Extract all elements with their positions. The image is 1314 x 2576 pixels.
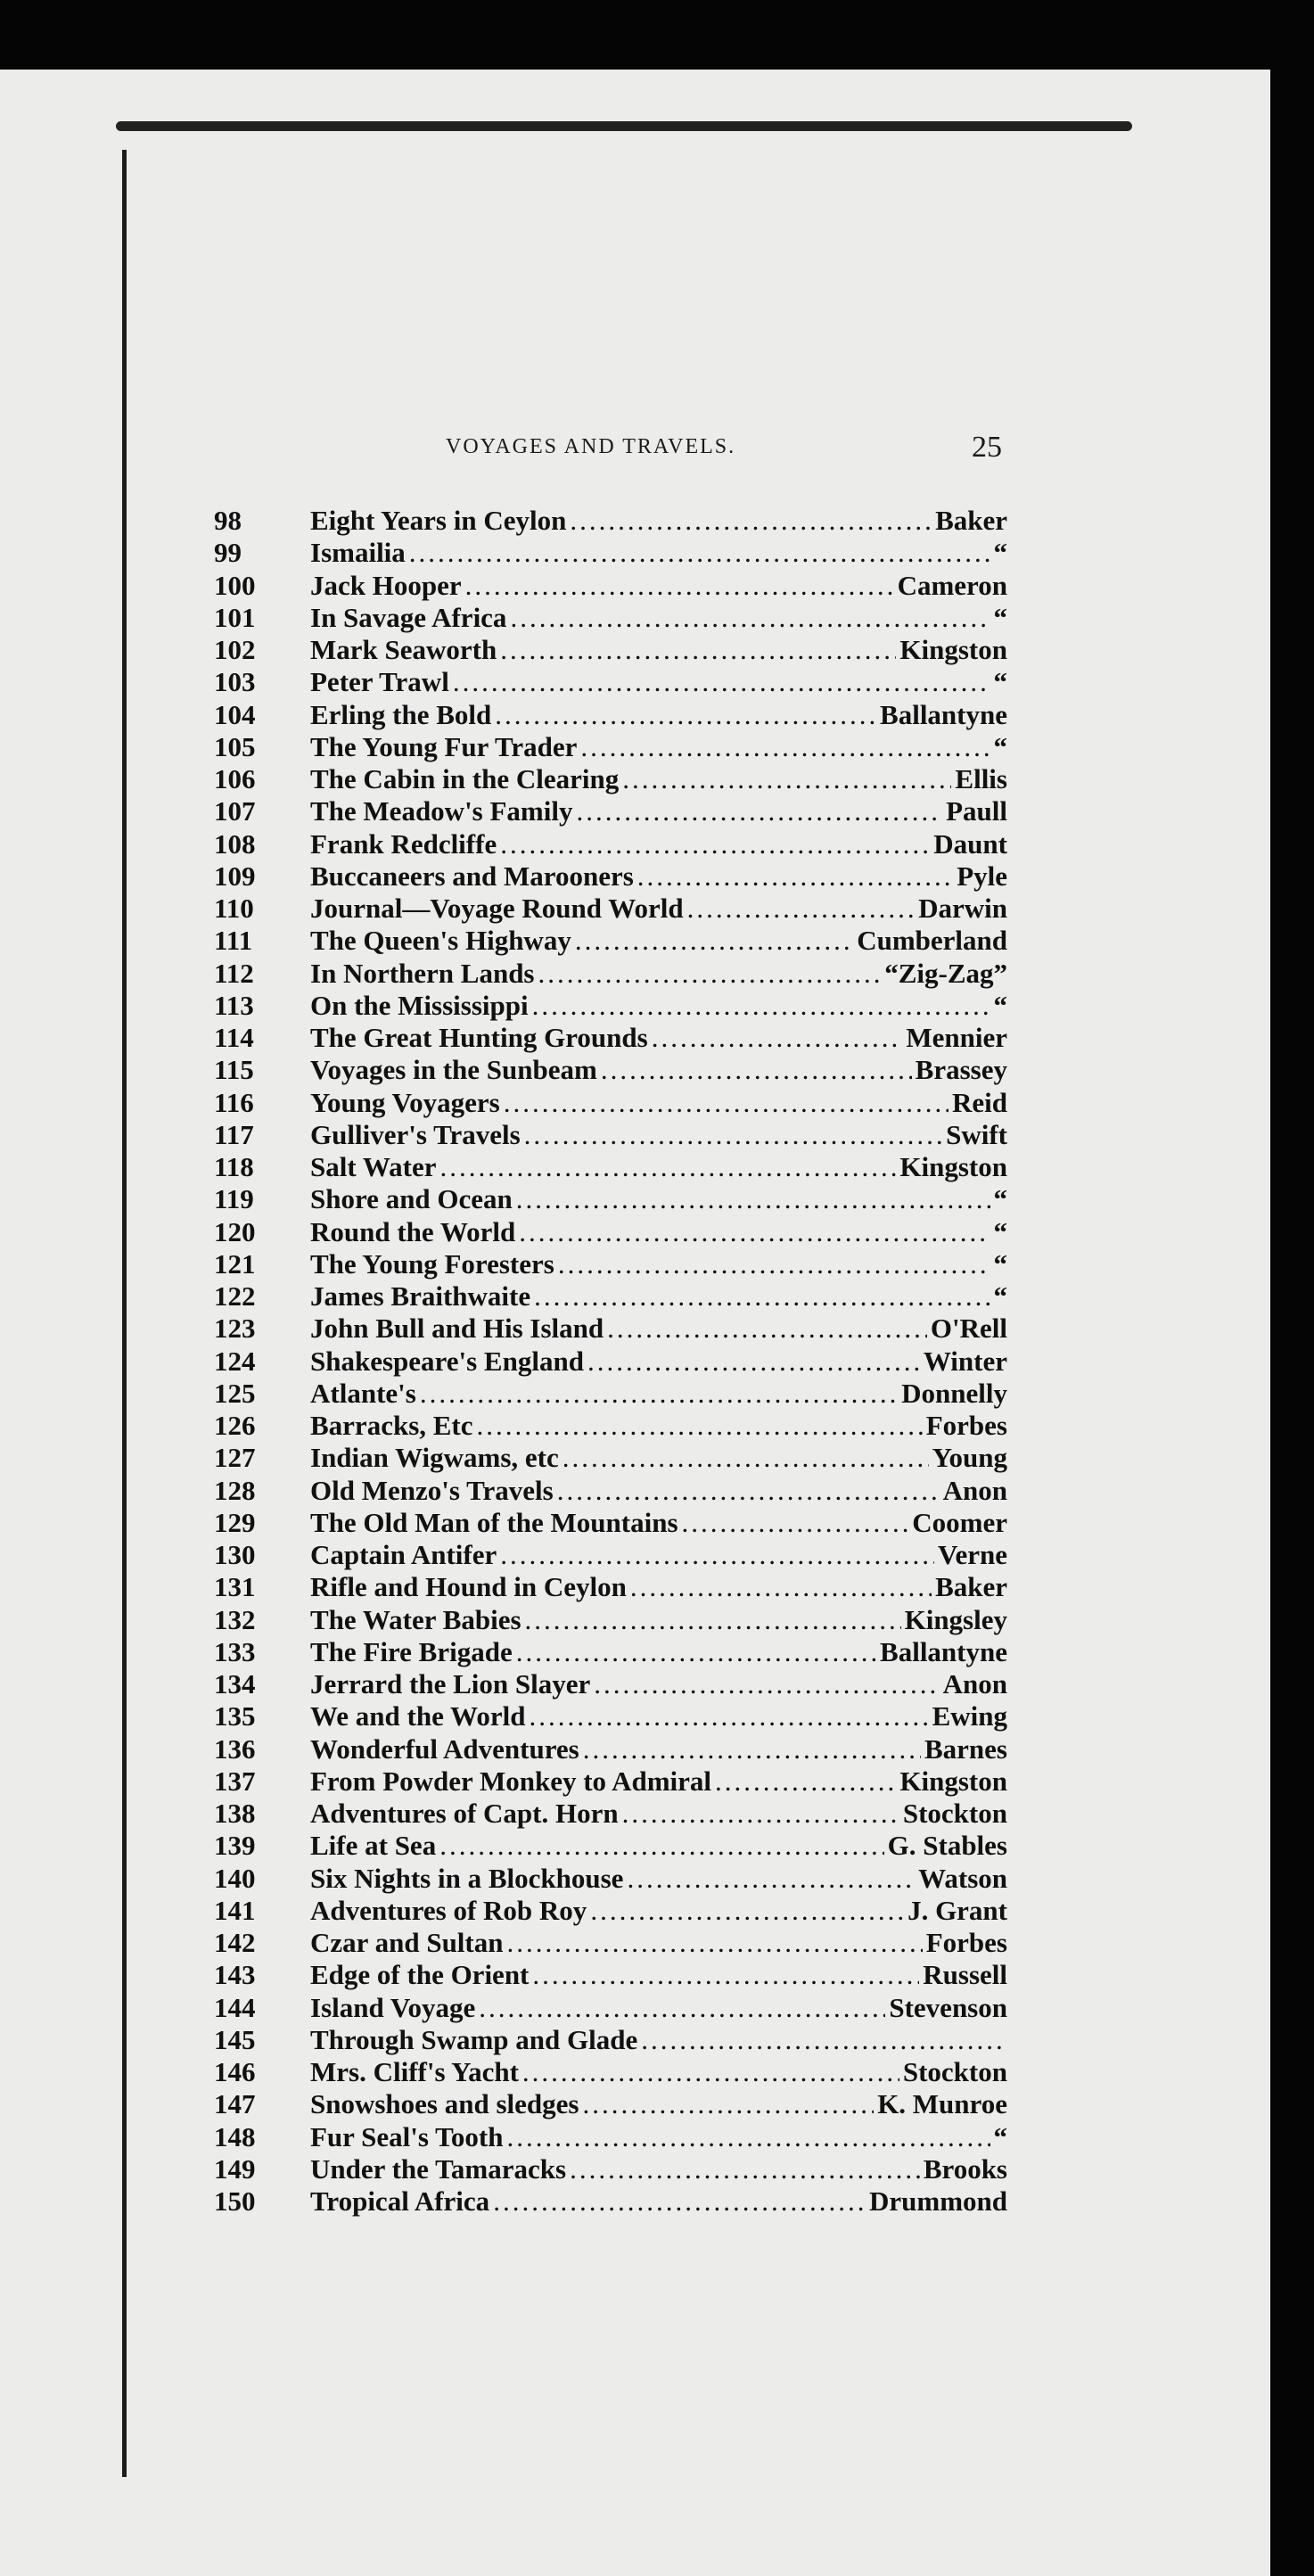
leader-dots (594, 1668, 939, 1700)
leader-dots (519, 1216, 990, 1248)
leader-dots (587, 1346, 920, 1378)
entry-number: 120 (214, 1215, 256, 1247)
entry-number: 99 (214, 537, 242, 569)
entry-number: 149 (214, 2152, 256, 2185)
entry-author: Mennier (906, 1022, 1007, 1053)
entry-number: 125 (214, 1377, 256, 1409)
entry-author: Anon (942, 1474, 1007, 1506)
catalog-entry (214, 1475, 1007, 1507)
entry-title: Indian Wigwams, etc (310, 1442, 559, 1474)
book-page (0, 70, 1270, 2576)
entry-title: Frank Redcliffe (310, 827, 497, 860)
leader-dots (510, 602, 990, 634)
entry-title: Fur Seal's Tooth (310, 2120, 504, 2152)
leader-dots (557, 1475, 940, 1507)
entry-number: 145 (214, 2023, 256, 2055)
catalog-entry (214, 990, 1007, 1022)
catalog-entry (214, 1313, 1007, 1345)
entry-number: 107 (214, 795, 256, 827)
entry-title: The Meadow's Family (310, 795, 573, 827)
catalog-entry (214, 1992, 1007, 2024)
catalog-entry (214, 1863, 1007, 1895)
catalog-entry (214, 1636, 1007, 1668)
entry-author: “ (993, 537, 1007, 569)
catalog-entry (214, 2185, 1007, 2218)
entry-number: 112 (214, 957, 254, 989)
leader-dots (440, 1151, 897, 1183)
leader-dots (601, 1054, 912, 1086)
leader-dots (534, 1280, 990, 1313)
leader-dots (453, 666, 990, 698)
entry-title: Young Voyagers (310, 1086, 500, 1118)
leader-dots (420, 1378, 898, 1410)
entry-title: Snowshoes and sledges (310, 2088, 579, 2120)
entry-number: 105 (214, 730, 256, 762)
entry-author: “Zig-Zag” (884, 957, 1007, 989)
catalog-entry (214, 1022, 1007, 1054)
entry-author: Kingston (899, 1765, 1007, 1797)
entry-title: The Water Babies (310, 1603, 521, 1635)
entry-number: 117 (214, 1118, 254, 1150)
entry-number: 131 (214, 1571, 256, 1603)
leader-dots (532, 990, 990, 1022)
entry-author: Pyle (957, 860, 1007, 892)
leader-dots (522, 2056, 899, 2088)
entry-number: 141 (214, 1894, 256, 1926)
catalog-entry (214, 1442, 1007, 1474)
catalog-entry (214, 1410, 1007, 1442)
leader-dots (500, 828, 930, 860)
entry-number: 119 (214, 1183, 254, 1215)
entry-title: Rifle and Hound in Ceylon (310, 1571, 627, 1603)
entry-author: “ (993, 1183, 1007, 1215)
catalog-entry (214, 1087, 1007, 1119)
catalog-entry (214, 2153, 1007, 2185)
entry-title: The Young Fur Trader (310, 730, 578, 762)
leader-dots (529, 1700, 928, 1732)
leader-dots (493, 2185, 866, 2218)
entry-title: Captain Antifer (310, 1539, 497, 1570)
leader-dots (538, 958, 882, 990)
catalog-entry (214, 731, 1007, 763)
entry-author: “ (993, 1215, 1007, 1247)
entry-number: 142 (214, 1927, 256, 1958)
entry-number: 123 (214, 1313, 256, 1345)
entry-title: Erling the Bold (310, 698, 492, 730)
entry-author: “ (993, 666, 1007, 698)
entry-author: “ (993, 601, 1007, 633)
entry-number: 130 (214, 1539, 256, 1570)
entry-title: Voyages in the Sunbeam (310, 1054, 597, 1086)
entry-title: We and the World (310, 1700, 526, 1732)
entry-title: Six Nights in a Blockhouse (310, 1862, 624, 1894)
catalog-entry (214, 1539, 1007, 1571)
entry-author: Cumberland (857, 925, 1007, 957)
catalog-entry (214, 1280, 1007, 1313)
entry-author: Daunt (933, 827, 1007, 860)
entry-author: Ewing (932, 1700, 1007, 1732)
entry-title: In Savage Africa (310, 601, 507, 633)
leader-dots (507, 2121, 990, 2153)
leader-dots (500, 1539, 934, 1571)
entry-author: Ellis (955, 763, 1007, 794)
entry-title: Gulliver's Travels (310, 1118, 521, 1150)
entry-title: From Powder Monkey to Admiral (310, 1765, 712, 1797)
entry-number: 140 (214, 1862, 256, 1894)
entry-author: Stevenson (889, 1991, 1007, 2023)
entry-number: 133 (214, 1635, 256, 1667)
catalog-entry (214, 1830, 1007, 1862)
entry-title: Mark Seaworth (310, 634, 497, 665)
entry-number: 132 (214, 1603, 256, 1635)
leader-dots (583, 1733, 921, 1765)
leader-dots (532, 1959, 919, 1991)
catalog-entry (214, 1119, 1007, 1151)
entry-author: Brooks (923, 2152, 1007, 2185)
entry-author: Kingston (899, 1151, 1007, 1182)
entry-author: G. Stables (887, 1830, 1007, 1862)
entry-author: “ (993, 2120, 1007, 2152)
catalog-entry (214, 1248, 1007, 1280)
catalog-entry (214, 505, 1007, 537)
entry-title: Tropical Africa (310, 2185, 490, 2217)
entry-number: 136 (214, 1732, 256, 1765)
entry-author: Verne (937, 1539, 1007, 1570)
entry-number: 113 (214, 989, 254, 1021)
entry-number: 139 (214, 1830, 256, 1862)
entry-title: Old Menzo's Travels (310, 1474, 554, 1506)
catalog-entry (214, 1378, 1007, 1410)
entry-number: 114 (214, 1022, 254, 1053)
leader-dots (570, 2153, 920, 2185)
entry-number: 118 (214, 1151, 254, 1182)
entry-author: Anon (942, 1668, 1007, 1700)
leader-dots (652, 1022, 903, 1054)
entry-author: Barnes (924, 1732, 1007, 1765)
catalog-entry (214, 1733, 1007, 1765)
entry-title: John Bull and His Island (310, 1313, 604, 1345)
entry-author: K. Munroe (877, 2088, 1007, 2120)
entry-author: Ballantyne (880, 1635, 1007, 1667)
catalog-entry (214, 1507, 1007, 1539)
entry-title: Journal—Voyage Round World (310, 893, 684, 924)
entry-title: Atlante's (310, 1377, 416, 1409)
entry-title: In Northern Lands (310, 957, 535, 989)
entry-number: 100 (214, 569, 256, 601)
entry-number: 144 (214, 1991, 256, 2023)
leader-dots (715, 1765, 896, 1798)
leader-dots (504, 1087, 949, 1119)
entry-number: 129 (214, 1506, 256, 1538)
entry-title: The Great Hunting Grounds (310, 1022, 648, 1053)
catalog-entry (214, 828, 1007, 860)
left-margin-rule (122, 150, 127, 2477)
entry-author: Watson (918, 1862, 1007, 1894)
entry-author: Donnelly (901, 1377, 1007, 1409)
entry-title: Barracks, Etc (310, 1410, 473, 1441)
entry-number: 101 (214, 601, 256, 633)
entry-author: Coomer (912, 1506, 1007, 1538)
entry-title: Mrs. Cliff's Yacht (310, 2056, 519, 2087)
entry-number: 147 (214, 2088, 256, 2120)
catalog-entry (214, 2056, 1007, 2088)
entry-title: Through Swamp and Glade (310, 2023, 638, 2055)
entry-title: On the Mississippi (310, 989, 529, 1021)
leader-dots (687, 893, 916, 925)
catalog-entry (214, 1668, 1007, 1700)
entry-number: 135 (214, 1700, 256, 1732)
entry-title: Wonderful Adventures (310, 1732, 579, 1765)
catalog-entry (214, 570, 1007, 602)
leader-dots (563, 1442, 929, 1474)
entry-title: Adventures of Rob Roy (310, 1894, 587, 1926)
entry-title: Under the Tamaracks (310, 2152, 567, 2185)
entry-author: Darwin (918, 893, 1007, 924)
catalog-entry (214, 1571, 1007, 1603)
top-rule (116, 121, 1132, 131)
catalog-entry (214, 860, 1007, 893)
entry-number: 137 (214, 1765, 256, 1797)
catalog-entry (214, 1151, 1007, 1183)
entry-number: 126 (214, 1410, 256, 1441)
entry-number: 104 (214, 698, 256, 730)
entry-number: 128 (214, 1474, 256, 1506)
leader-dots (622, 1798, 899, 1830)
leader-dots (516, 1183, 990, 1215)
leader-dots (577, 795, 943, 827)
leader-dots (582, 2088, 874, 2120)
catalog-entry (214, 634, 1007, 666)
catalog-entry (214, 2088, 1007, 2120)
catalog-entry (214, 763, 1007, 795)
entry-number: 108 (214, 827, 256, 860)
leader-dots (524, 1119, 942, 1151)
running-header: VOYAGES AND TRAVELS. (446, 435, 736, 458)
leader-dots (622, 763, 951, 795)
leader-dots (465, 570, 894, 602)
catalog-entry (214, 537, 1007, 569)
entry-number: 122 (214, 1280, 256, 1312)
entry-title: Ismailia (310, 537, 406, 569)
catalog-entry (214, 1700, 1007, 1732)
entry-author: “ (993, 1247, 1007, 1280)
entry-title: Shakespeare's England (310, 1345, 584, 1377)
entry-author: Baker (935, 1571, 1007, 1603)
entry-title: Island Voyage (310, 1991, 476, 2023)
entry-author: Forbes (925, 1410, 1007, 1441)
leader-dots (500, 634, 896, 666)
entry-title: Czar and Sultan (310, 1927, 504, 1958)
leader-dots (507, 1927, 923, 1959)
entry-author: Kingsley (904, 1603, 1007, 1635)
catalog-entry (214, 958, 1007, 990)
catalog-entry (214, 1604, 1007, 1636)
entry-number: 148 (214, 2120, 256, 2152)
leader-dots (590, 1895, 904, 1927)
entry-title: Life at Sea (310, 1830, 437, 1862)
entry-number: 121 (214, 1247, 256, 1280)
catalog-list (214, 505, 1007, 2218)
leader-dots (627, 1863, 915, 1895)
entry-title: Buccaneers and Marooners (310, 860, 634, 892)
entry-number: 98 (214, 505, 242, 536)
entry-title: Eight Years in Ceylon (310, 505, 567, 536)
entry-number: 109 (214, 860, 256, 892)
entry-number: 134 (214, 1668, 256, 1700)
catalog-entry (214, 1765, 1007, 1798)
leader-dots (558, 1248, 990, 1280)
entry-number: 143 (214, 1959, 256, 1991)
entry-author: Swift (946, 1118, 1007, 1150)
entry-author: “ (993, 989, 1007, 1021)
entry-title: James Braithwaite (310, 1280, 531, 1312)
catalog-entry (214, 1959, 1007, 1991)
entry-author: Russell (923, 1959, 1007, 1991)
entry-number: 115 (214, 1054, 254, 1086)
entry-author: “ (993, 1280, 1007, 1312)
entry-number: 110 (214, 893, 254, 924)
catalog-entry (214, 1054, 1007, 1086)
catalog-entry (214, 1895, 1007, 1927)
entry-title: Adventures of Capt. Horn (310, 1798, 619, 1829)
entry-number: 124 (214, 1345, 256, 1377)
catalog-entry (214, 2121, 1007, 2153)
catalog-entry (214, 893, 1007, 925)
entry-number: 102 (214, 634, 256, 665)
leader-dots (607, 1313, 927, 1345)
catalog-entry (214, 1927, 1007, 1959)
leader-dots (525, 1604, 901, 1636)
entry-author: Brassey (915, 1054, 1007, 1086)
leader-dots (439, 1830, 883, 1862)
leader-dots (641, 2024, 1004, 2056)
catalog-entry (214, 602, 1007, 634)
entry-author: “ (993, 730, 1007, 762)
entry-number: 127 (214, 1442, 256, 1474)
leader-dots (479, 1992, 885, 2024)
catalog-entry (214, 925, 1007, 957)
entry-author: Stockton (902, 1798, 1007, 1829)
catalog-entry (214, 1798, 1007, 1830)
leader-dots (516, 1636, 876, 1668)
entry-author: Forbes (925, 1927, 1007, 1958)
leader-dots (495, 699, 876, 731)
entry-title: The Cabin in the Clearing (310, 763, 620, 794)
leader-dots (580, 731, 990, 763)
leader-dots (477, 1410, 923, 1442)
entry-title: Jack Hooper (310, 569, 462, 601)
entry-number: 138 (214, 1798, 256, 1829)
entry-title: The Fire Brigade (310, 1635, 513, 1667)
entry-author: Kingston (899, 634, 1007, 665)
leader-dots (409, 537, 990, 569)
entry-number: 103 (214, 666, 256, 698)
entry-author: Stockton (902, 2056, 1007, 2087)
entry-number: 116 (214, 1086, 254, 1118)
catalog-entry (214, 1346, 1007, 1378)
entry-title: Shore and Ocean (310, 1183, 513, 1215)
leader-dots (682, 1507, 909, 1539)
entry-author: Young (932, 1442, 1007, 1474)
entry-title: The Old Man of the Mountains (310, 1506, 678, 1538)
catalog-entry (214, 1183, 1007, 1215)
entry-title: Jerrard the Lion Slayer (310, 1668, 591, 1700)
leader-dots (575, 925, 853, 957)
entry-author: Drummond (868, 2185, 1007, 2217)
entry-title: Peter Trawl (310, 666, 449, 698)
catalog-entry (214, 699, 1007, 731)
catalog-entry (214, 2024, 1007, 2056)
entry-title: Salt Water (310, 1151, 437, 1182)
entry-title: The Young Foresters (310, 1247, 554, 1280)
catalog-entry (214, 1216, 1007, 1248)
entry-author: Winter (923, 1345, 1007, 1377)
leader-dots (570, 505, 932, 537)
entry-title: Edge of the Orient (310, 1959, 530, 1991)
leader-dots (637, 860, 953, 893)
entry-author: O'Rell (930, 1313, 1007, 1345)
entry-author: Baker (935, 505, 1007, 536)
entry-author: J. Grant (907, 1894, 1007, 1926)
page-number: 25 (972, 431, 1002, 464)
entry-title: Round the World (310, 1215, 516, 1247)
entry-number: 106 (214, 763, 256, 794)
entry-number: 111 (214, 925, 253, 957)
entry-number: 146 (214, 2056, 256, 2087)
entry-author: Cameron (897, 569, 1007, 601)
catalog-entry (214, 795, 1007, 827)
leader-dots (630, 1571, 932, 1603)
entry-author: Paull (946, 795, 1007, 827)
catalog-entry (214, 666, 1007, 698)
entry-number: 150 (214, 2185, 256, 2217)
entry-author: Ballantyne (880, 698, 1007, 730)
entry-title: The Queen's Highway (310, 925, 571, 957)
entry-author: Reid (952, 1086, 1007, 1118)
